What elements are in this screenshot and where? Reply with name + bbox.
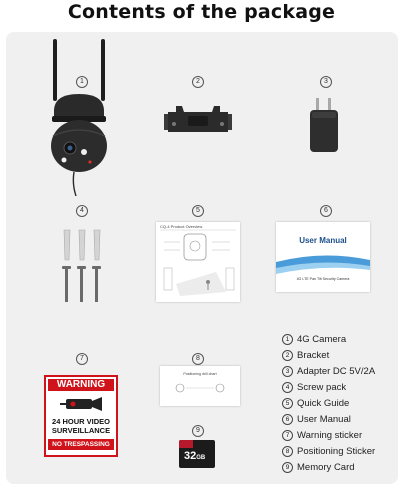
positioning-heading: Positioning drill chart	[183, 372, 217, 376]
legend-label: Positioning Sticker	[297, 446, 376, 458]
legend-number: 2	[282, 350, 293, 361]
legend-number: 4	[282, 382, 293, 393]
memory-card-image	[179, 440, 215, 468]
legend-number: 5	[282, 398, 293, 409]
number-badge-4: 4	[76, 205, 88, 217]
legend-number: 1	[282, 334, 293, 345]
legend-label: Quick Guide	[297, 398, 350, 410]
legend-number: 3	[282, 366, 293, 377]
number-badge-5: 5	[192, 205, 204, 217]
memory-card-capacity: 32	[184, 450, 197, 462]
warning-sticker-image	[44, 375, 118, 457]
camera-icon	[46, 393, 116, 415]
card-accent	[179, 440, 193, 448]
number-badge-7: 7	[76, 353, 88, 365]
legend-item	[282, 430, 362, 441]
warning-line-3: SURVEILLANCE	[51, 426, 111, 435]
legend-item	[282, 334, 346, 345]
legend-label: Adapter DC 5V/2A	[297, 366, 376, 378]
quick-guide-image	[156, 222, 240, 302]
user-manual-image	[276, 222, 370, 292]
legend-label: Memory Card	[297, 462, 355, 474]
legend-label: 4G Camera	[297, 334, 347, 346]
screw-pack-image	[58, 226, 108, 308]
legend-label: Bracket	[297, 350, 330, 362]
legend-label: Screw pack	[297, 382, 347, 394]
camera-image	[40, 36, 120, 196]
number-badge-9: 9	[192, 425, 204, 437]
user-manual-title: User Manual	[299, 236, 347, 245]
warning-line-2: 24 HOUR VIDEO	[52, 417, 110, 426]
memory-card-unit: GB	[196, 455, 206, 461]
user-manual-subtitle: 4G LTE Pan Tilt Security Camera	[296, 277, 350, 281]
legend-number: 8	[282, 446, 293, 457]
warning-line-4: NO TRESPASSING	[48, 439, 114, 450]
number-badge-8: 8	[192, 353, 204, 365]
number-badge-6: 6	[320, 205, 332, 217]
legend-item	[282, 398, 349, 409]
legend-label: User Manual	[297, 414, 351, 426]
legend-item	[282, 446, 375, 457]
bracket-image	[158, 100, 238, 142]
legend-item	[282, 382, 346, 393]
number-badge-1: 1	[76, 76, 88, 88]
legend-number: 6	[282, 414, 293, 425]
number-badge-3: 3	[320, 76, 332, 88]
quick-guide-heading: CQ-4 Product Overview	[160, 224, 203, 229]
legend-item	[282, 462, 355, 473]
adapter-image	[306, 96, 342, 156]
legend-item	[282, 350, 329, 361]
number-badge-2: 2	[192, 76, 204, 88]
legend-number: 9	[282, 462, 293, 473]
page-title: Contents of the package	[67, 1, 336, 23]
positioning-sticker-image	[160, 366, 240, 406]
legend-label: Warning sticker	[297, 430, 363, 442]
legend-item	[282, 414, 351, 425]
legend-number: 7	[282, 430, 293, 441]
warning-heading: WARNING	[48, 379, 114, 391]
legend-item	[282, 366, 375, 377]
